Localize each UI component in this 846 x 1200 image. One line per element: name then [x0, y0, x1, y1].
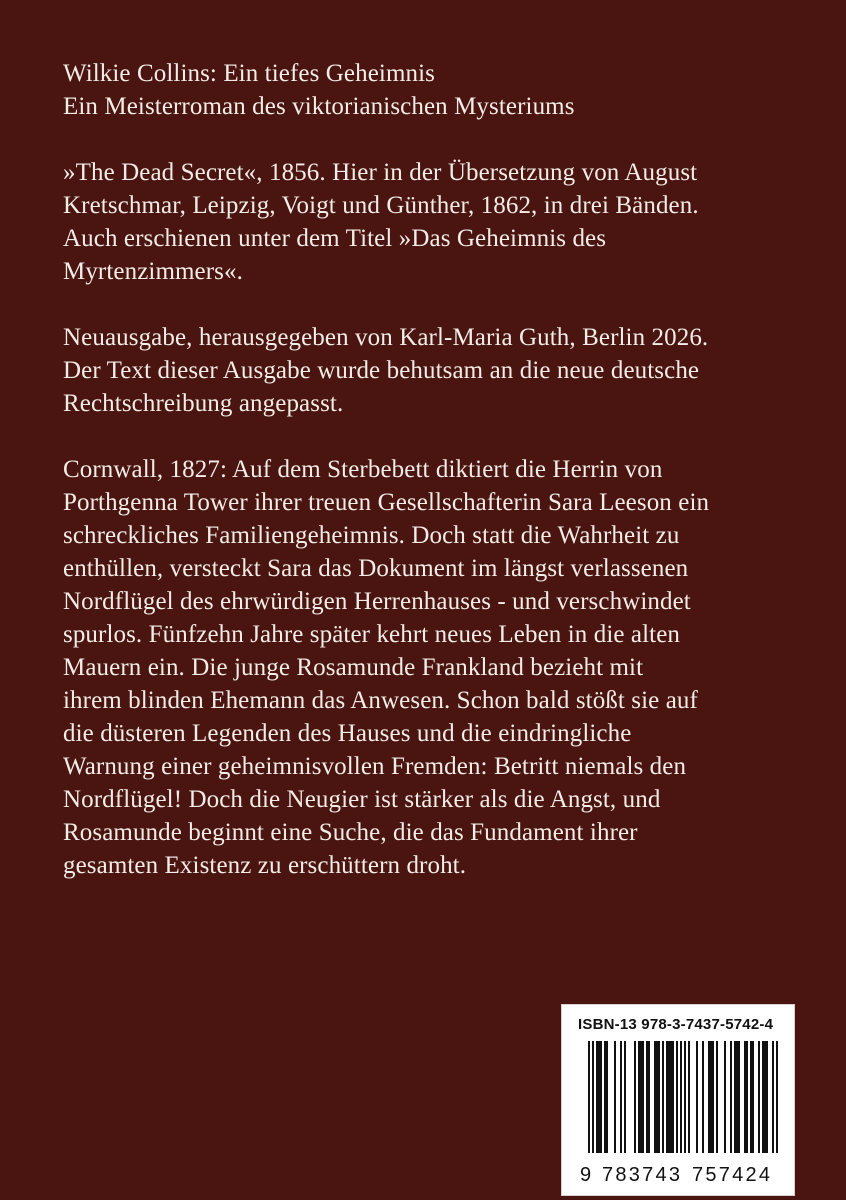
barcode-bar [724, 1041, 726, 1155]
barcode-bar [734, 1041, 736, 1155]
back-cover-text [63, 57, 793, 882]
subtitle-line: Ein Meisterroman des viktorianischen Mysteriums [63, 93, 575, 120]
barcode-bar [730, 1041, 732, 1155]
barcode-bar [776, 1041, 778, 1165]
barcode-bar [672, 1041, 674, 1155]
barcode-bar [592, 1041, 594, 1165]
barcode-bar [596, 1041, 598, 1155]
edition-line-4: Myrtenzimmers«. [63, 258, 243, 285]
barcode-bar [588, 1041, 590, 1165]
title-line: Wilkie Collins: Ein tiefes Geheimnis [63, 60, 435, 87]
isbn-barcode [561, 1004, 795, 1196]
barcode-bar [620, 1041, 622, 1155]
barcode-bar [712, 1041, 714, 1155]
barcode-bar [666, 1041, 668, 1155]
blurb-line-9: die düsteren Legenden des Hauses und die eindringliche [63, 720, 632, 747]
barcode-bar [598, 1041, 600, 1155]
edition-line-2: Kretschmar, Leipzig, Voigt und Günther, 1862, in drei Bänden. [63, 192, 699, 219]
blurb-line-12: Rosamunde beginnt eine Suche, die das Fundament ihrer [63, 819, 638, 846]
barcode-bar [654, 1041, 656, 1155]
barcode-bar [758, 1041, 760, 1155]
publisher-line-3: Rechtschreibung angepasst. [63, 390, 344, 417]
blurb-line-2: Porthgenna Tower ihrer treuen Gesellschafterin Sara Leeson ein [63, 489, 710, 516]
barcode-bar [646, 1041, 648, 1155]
barcode-bar [606, 1041, 608, 1155]
edition-line-1: »The Dead Secret«, 1856. Hier in der Übersetzung von August [63, 159, 698, 186]
blurb-line-5: Nordflügel des ehrwürdigen Herrenhauses - und verschwindet [63, 588, 691, 615]
barcode-bar [642, 1041, 644, 1155]
barcode-bar [710, 1041, 712, 1155]
barcode-bar [670, 1041, 672, 1155]
barcode-left-digits: 783743 [602, 1164, 680, 1186]
blurb-line-3: schreckliches Familiengeheimnis. Doch statt die Wahrheit zu [63, 522, 680, 549]
blurb-line-6: spurlos. Fünfzehn Jahre später kehrt neues Leben in die alten [63, 621, 681, 648]
blurb-line-4: enthüllen, versteckt Sara das Dokument im längst verlassenen [63, 555, 689, 582]
barcode-bar [750, 1041, 752, 1155]
barcode-bar [708, 1041, 710, 1155]
barcode-bar [624, 1041, 626, 1155]
barcode-right-digits: 757424 [692, 1164, 770, 1186]
barcode-bar [662, 1041, 664, 1155]
blurb-line-11: Nordflügel! Doch die Neugier ist stärker als die Angst, und [63, 786, 661, 813]
barcode-bar [638, 1041, 640, 1155]
barcode-bar [772, 1041, 774, 1165]
barcode-bar [648, 1041, 650, 1155]
barcode-bar [600, 1041, 602, 1155]
barcode-bar [634, 1041, 636, 1155]
barcode-bar [658, 1041, 660, 1155]
barcode-bar [640, 1041, 642, 1155]
barcode-lead-digit: 9 [580, 1164, 592, 1186]
barcode-bar [716, 1041, 718, 1155]
barcode-bar [614, 1041, 616, 1155]
barcode-bar [696, 1041, 698, 1155]
barcode-bar [752, 1041, 754, 1155]
barcode-bar [676, 1041, 678, 1155]
isbn-label: ISBN-13 978-3-7437-5742-4 [578, 1016, 774, 1033]
barcode-bar [766, 1041, 768, 1155]
barcode-bar [762, 1041, 764, 1155]
publisher-line-1: Neuausgabe, herausgegeben von Karl-Maria Guth, Berlin 2026. [63, 324, 709, 351]
barcode-bar [656, 1041, 658, 1155]
blurb-line-13: gesamten Existenz zu erschüttern droht. [63, 852, 467, 879]
barcode-bar [738, 1041, 740, 1155]
barcode-bar [688, 1041, 690, 1155]
blurb-line-8: ihrem blinden Ehemann das Anwesen. Schon bald stößt sie auf [63, 687, 698, 714]
publisher-line-2: Der Text dieser Ausgabe wurde behutsam an die neue deutsche [63, 357, 700, 384]
barcode-bar [668, 1041, 670, 1155]
barcode-graphic [562, 1005, 794, 1195]
blurb-line-1: Cornwall, 1827: Auf dem Sterbebett diktiert die Herrin von [63, 456, 663, 483]
barcode-bar [744, 1041, 746, 1155]
barcode-bar [684, 1041, 686, 1165]
barcode-bar [604, 1041, 606, 1155]
barcode-bar [702, 1041, 704, 1155]
barcode-bar [764, 1041, 766, 1155]
barcode-bar [746, 1041, 748, 1155]
edition-line-3: Auch erschienen unter dem Titel »Das Geheimnis des [63, 225, 607, 252]
blurb-line-10: Warnung einer geheimnisvollen Fremden: Betritt niemals den [63, 753, 687, 780]
barcode-bar [680, 1041, 682, 1165]
blurb-line-7: Mauern ein. Die junge Rosamunde Frankland bezieht mit [63, 654, 644, 681]
barcode-bar [736, 1041, 738, 1155]
